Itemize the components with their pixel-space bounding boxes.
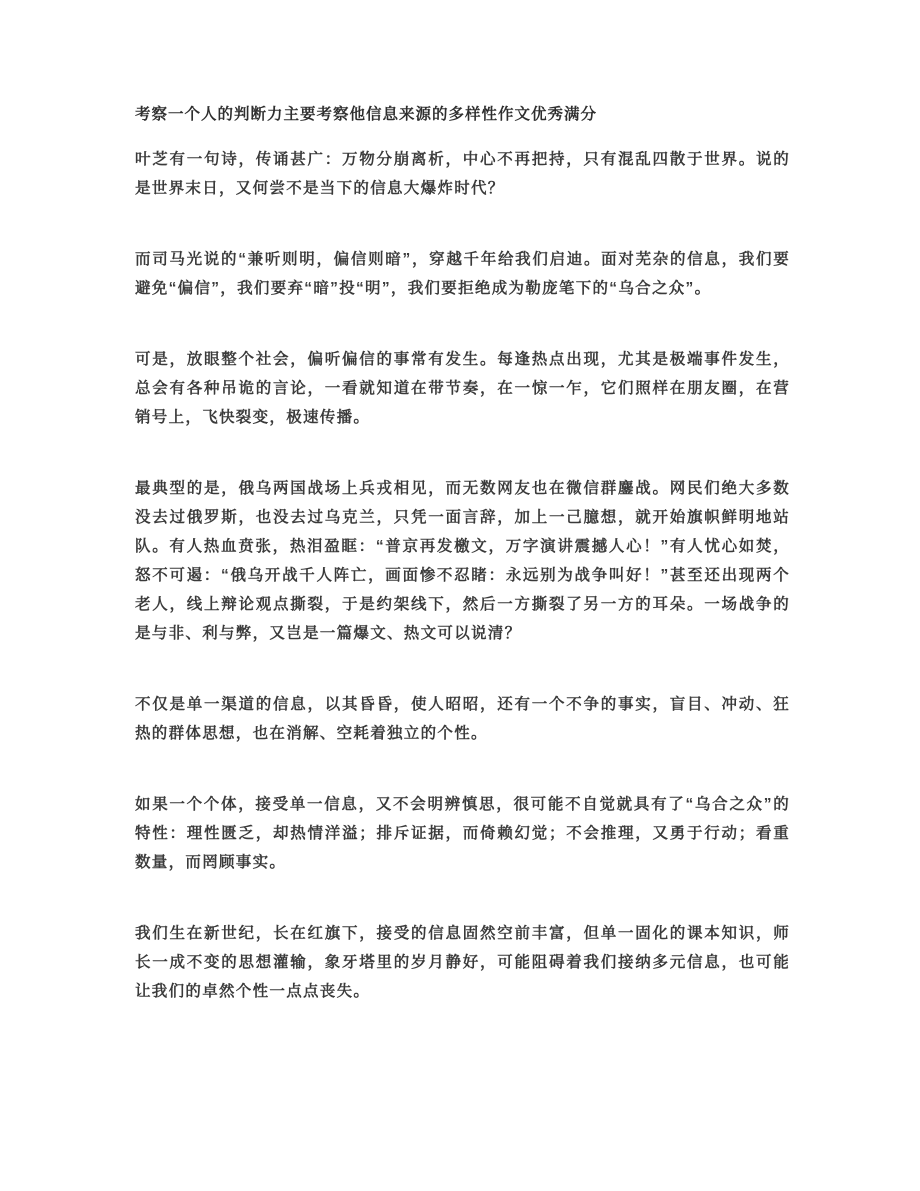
paragraph-3: 可是，放眼整个社会，偏听偏信的事常有发生。每逢热点出现，尤其是极端事件发生，总会有各种吊诡的言论，一看就知道在带节奏，在一惊一乍，它们照样在朋友圈，在营销号上，飞快裂变，极速传播。: [135, 351, 790, 426]
paragraph-5: 不仅是单一渠道的信息，以其昏昏，使人昭昭，还有一个不争的事实，盲目、冲动、狂热的群体思想，也在消解、空耗着独立的个性。: [135, 696, 790, 742]
paragraph-2: 而司马光说的“兼听则明，偏信则暗”，穿越千年给我们启迪。面对芜杂的信息，我们要避免“偏信”，我们要弃“暗”投“明”，我们要拒绝成为勒庞笔下的“乌合之众”。: [135, 251, 790, 297]
paragraph-1: 叶芝有一句诗，传诵甚广：万物分崩离析，中心不再把持，只有混乱四散于世界。说的是世界末日，又何尝不是当下的信息大爆炸时代？: [135, 151, 790, 197]
document-title: 考察一个人的判断力主要考察他信息来源的多样性作文优秀满分: [135, 106, 598, 123]
paragraph-6: 如果一个个体，接受单一信息，又不会明辨慎思，很可能不自觉就具有了“乌合之众”的特性：理性匮乏，却热情洋溢；排斥证据，而倚赖幻觉；不会推理，又勇于行动；看重数量，而罔顾事实。: [135, 796, 790, 871]
paragraph-7: 我们生在新世纪，长在红旗下，接受的信息固然空前丰富，但单一固化的课本知识，师长一成不变的思想灌输，象牙塔里的岁月静好，可能阻碍着我们接纳多元信息，也可能让我们的卓然个性一点点丧失。: [135, 925, 790, 1000]
paragraph-4: 最典型的是，俄乌两国战场上兵戎相见，而无数网友也在微信群鏖战。网民们绝大多数没去过俄罗斯，也没去过乌克兰，只凭一面言辞，加上一己臆想，就开始旗帜鲜明地站队。有人热血贲张，热泪盈眶：“普京再发檄文，万字演讲震撼人心！”有人忧心如焚，怒不可遏：“俄乌开战千人阵亡，画面惨不忍睹：永远别为战争叫好！”甚至还出现两个老人，线上辩论观点撕裂，于是约架线下，然后一方撕裂了另一方的耳朵。一场战争的是与非、利与弊，又岂是一篇爆文、热文可以说清？: [135, 480, 790, 642]
